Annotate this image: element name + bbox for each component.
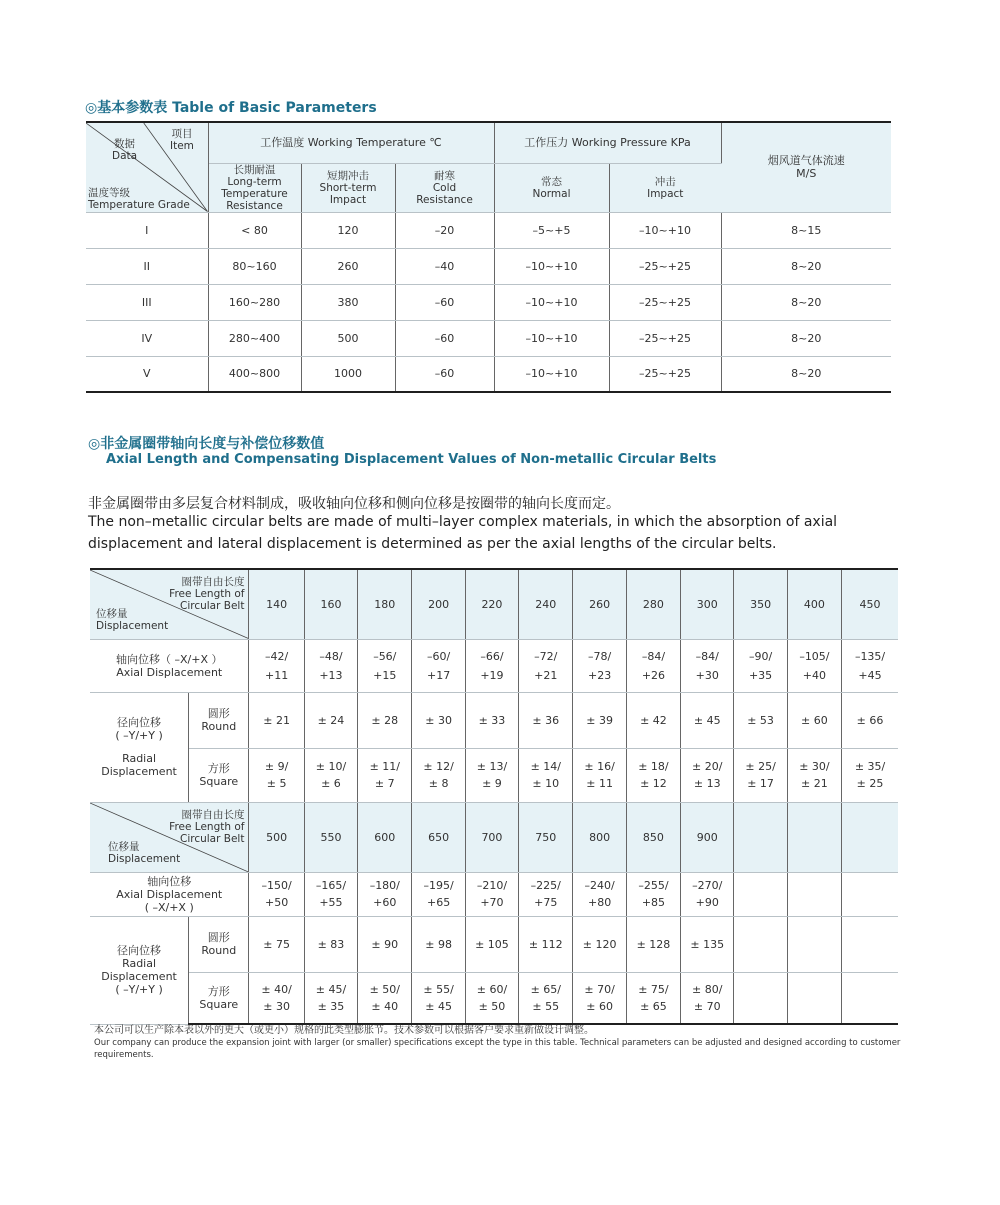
table-row: 方形 Square ± 9/ ± 5 ± 10/ ± 6 ± 11/ ± 7 ± 12/ ± 8 ± 13/ ± 9 ± 14/ ± 10 ± 16/ ± 11 ± 18/ ± 12 ± 20/ ± 13 ± 25/ ± 17 ± 30/ ± 21 ± 35/ ± 25 [90, 748, 898, 802]
table-row: I < 80 120 –20 –5~+5 –10~+10 8~15 [86, 212, 891, 248]
table-row: 方形 Square ± 40/ ± 30 ± 45/ ± 35 ± 50/ ± 40 ± 55/ ± 45 ± 60/ ± 50 ± 65/ ± 55 ± 70/ ± 60 ± 75/ ± 65 ± 80/ ± 70 [90, 972, 898, 1024]
displacement-table: 圈带自由长度 Free Length of Circular Belt 位移量 Displacement 140 160 180 200 220 240 260 280 300 350 400 450 轴向位移（ –X/+X ） Axial Displacement –42/ +11 –48/ +13 –56/ +15 –60/ +17 –66/ +19 –72/ +21 –78/ +23 –84/ +26 –84/ +30 –90/ +35 –105/ +40 –135/ +45 径向位移 ( –Y/+Y ) Radial Displacement 圆形 Round ± 21 ± 24 ± 28 ± 30 ± 33 ± 36 ± 39 ± 42 ± 45 ± 53 ± 60 ± 66 方形 Square ± 9/ ± 5 ± 10/ ± 6 ± 11/ ± 7 ± 12/ ± 8 ± 13/ ± 9 ± 14/ ± 10 ± 16/ ± 11 ± 18/ ± 12 ± 20/ ± 13 ± 25/ ± 17 ± 30/ ± 21 ± 35/ ± 25 圈带自由长度 Free Length of Circular Belt 位移量 Displacement 500 550 600 650 700 750 800 850 900 轴向位移 Axial Displacement ( –X/+X ) –150/ +50 –165/ +55 –180/ +60 –195/ +65 –210/ +70 –225/ +75 –240/ +80 –255/ +85 –270/ +90 径向位移 Radial Displacement ( –Y/+Y ) 圆形 Round ± 75 ± 83 ± 90 ± 98 ± 105 ± 112 ± 120 ± 128 ± 135 方形 Square ± 40/ ± 30 ± 45/ ± 35 ± 50/ ± 40 ± 55/ ± 45 ± 60/ ± 50 ± 65/ ± 55 ± 70/ ± 60 ± 75/ ± 65 ± 80/ ± 70 [90, 568, 898, 1025]
section1-title-en: Table of Basic Parameters [172, 100, 377, 116]
axial-label: 轴向位移（ –X/+X ） Axial Displacement [90, 639, 249, 692]
footnote-cn: 本公司可以生产除本表以外的更大（或更小）规格的此类型膨胀节。技术参数可以根据客户要求重新做设计调整。 [94, 1025, 594, 1036]
flow-speed-header: 烟风道气体流速 M/S [721, 122, 891, 212]
section2-heading [88, 433, 324, 453]
section1-heading [85, 97, 377, 117]
table-row: V 400~800 1000 –60 –10~+10 –25~+25 8~20 [86, 356, 891, 392]
group-working-temperature: 工作温度 Working Temperature ℃ [208, 122, 494, 163]
table-row: III 160~280 380 –60 –10~+10 –25~+25 8~20 [86, 284, 891, 320]
circle-bullet-icon: ◎ [85, 100, 98, 116]
square-label: 方形 Square [189, 748, 249, 802]
corner-data: 数据 Data [112, 138, 138, 162]
circle-bullet-icon: ◎ [88, 436, 101, 452]
corner-length: 圈带自由长度 Free Length of Circular Belt [169, 576, 245, 612]
round-label: 圆形 Round [189, 692, 249, 748]
sub-impact: 冲击 Impact [609, 163, 721, 212]
corner-header-1 [90, 569, 249, 639]
radial-label: 径向位移 ( –Y/+Y ) Radial Displacement [90, 692, 189, 802]
square-label: 方形 Square [189, 972, 249, 1024]
axial-label-2: 轴向位移 Axial Displacement ( –X/+X ) [90, 872, 249, 916]
section2-title-cn: 非金属圈带轴向长度与补偿位移数值 [100, 436, 325, 452]
section2-title-en: Axial Length and Compensating Displacement Values of Non-metallic Circular Belts [106, 452, 717, 467]
section1-title-cn: 基本参数表 [97, 100, 168, 116]
sub-short-term: 短期冲击 Short-term Impact [301, 163, 395, 212]
basic-parameters-table [86, 121, 891, 393]
footnote-en: Our company can produce the expansion joint with larger (or smaller) specifications except the type in this table. Technical parameters can be adjusted and designed according to customer requirements. [94, 1038, 901, 1060]
round-label: 圆形 Round [189, 916, 249, 972]
sub-normal: 常态 Normal [494, 163, 609, 212]
corner-length: 圈带自由长度 Free Length of Circular Belt [169, 808, 245, 845]
sub-cold: 耐寒 Cold Resistance [395, 163, 494, 212]
table-row: 径向位移 ( –Y/+Y ) Radial Displacement 圆形 Round ± 21 ± 24 ± 28 ± 30 ± 33 ± 36 ± 39 ± 42 ± 45 ± 53 ± 60 ± 66 [90, 692, 898, 748]
radial-label-2: 径向位移 Radial Displacement ( –Y/+Y ) [90, 916, 189, 1024]
corner-header [86, 122, 208, 212]
corner-header-2 [90, 802, 249, 872]
sub-long-term: 长期耐温 Long-term Temperature Resistance [208, 163, 301, 212]
group-working-pressure: 工作压力 Working Pressure KPa [494, 122, 721, 163]
corner-grade: 温度等级 Temperature Grade [88, 187, 190, 211]
intro-cn: 非金属圈带由多层复合材料制成，吸收轴向位移和侧向位移是按圈带的轴向长度而定。 [88, 496, 620, 512]
table-row: IV 280~400 500 –60 –10~+10 –25~+25 8~20 [86, 320, 891, 356]
table-row: 轴向位移 Axial Displacement ( –X/+X ) –150/ +50 –165/ +55 –180/ +60 –195/ +65 –210/ +70 –225/ +75 –240/ +80 –255/ +85 –270/ +90 [90, 872, 898, 916]
corner-displacement: 位移量 Displacement [96, 608, 169, 632]
intro-en: The non–metallic circular belts are made of multi–layer complex materials, in which the absorption of axial displacement and lateral displacement is determined as per the axial lengths of the circular belts. [88, 514, 838, 552]
table-row: II 80~160 260 –40 –10~+10 –25~+25 8~20 [86, 248, 891, 284]
corner-displacement: 位移量 Displacement [108, 840, 181, 865]
table-row: 径向位移 Radial Displacement ( –Y/+Y ) 圆形 Round ± 75 ± 83 ± 90 ± 98 ± 105 ± 112 ± 120 ± 128 ± 135 [90, 916, 898, 972]
corner-item: 项目 Item [170, 128, 194, 152]
table-row: 轴向位移（ –X/+X ） Axial Displacement –42/ +11 –48/ +13 –56/ +15 –60/ +17 –66/ +19 –72/ +21 –78/ +23 –84/ +26 –84/ +30 –90/ +35 –105/ +40 –135/ +45 [90, 639, 898, 692]
